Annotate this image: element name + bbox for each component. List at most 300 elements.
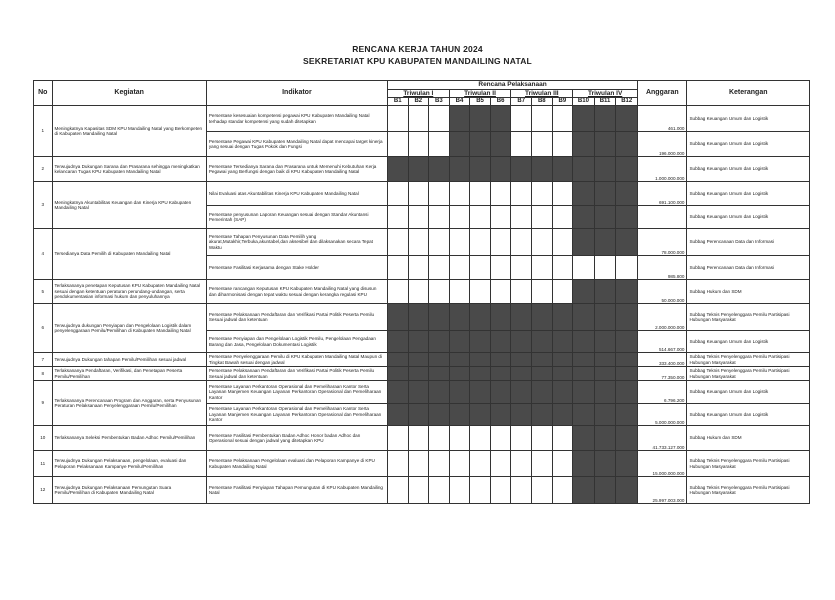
schedule-cell-active [616,451,638,477]
keterangan-cell: Subbag Keuangan Umum dan Logistik [687,331,810,353]
row-number: 10 [34,426,53,451]
row-number: 1 [34,106,53,157]
header-rencana: Rencana Pelaksanaan [387,81,637,90]
schedule-cell-empty [470,229,491,256]
schedule-cell-active [449,353,470,367]
schedule-cell-active [573,182,595,206]
row-number: 8 [34,367,53,381]
schedule-cell-active [531,331,552,353]
schedule-cell-empty [552,451,573,477]
schedule-cell-empty [387,132,408,157]
schedule-cell-active [490,404,511,426]
schedule-cell-active [616,106,638,132]
schedule-cell-active [531,353,552,367]
schedule-cell-active [616,132,638,157]
schedule-cell-active [616,182,638,206]
table-row [34,229,810,256]
schedule-cell-active [616,229,638,256]
row-number: 4 [34,229,53,280]
row-number: 2 [34,157,53,182]
schedule-cell-active [429,331,450,353]
schedule-cell-empty [531,106,552,132]
table-row [34,106,810,132]
schedule-cell-active [531,367,552,381]
schedule-cell-active [429,353,450,367]
row-number: 5 [34,280,53,304]
row-number: 6 [34,304,53,353]
schedule-cell-active [616,331,638,353]
schedule-cell-active [429,404,450,426]
schedule-cell-empty [511,256,532,280]
indikator-cell: Persentase Layanan Perkantoran Operasional dan Pemeliharaan Kantor Serta Layanan Manjemen Keuangan Layanan Perkantoran Operasional dan Pemeliharaan Kantor [206,381,387,404]
schedule-cell-active [594,451,616,477]
header-triwulan-3: Triwulan III [511,90,573,98]
schedule-cell-active [573,451,595,477]
schedule-cell-empty [531,206,552,229]
schedule-cell-empty [594,256,616,280]
schedule-cell-active [490,353,511,367]
indikator-cell: Persentase Fasilitasi Pembentukan Badan Adhoc Honor badan Adhoc dan Operasional sesuai dengan jadwal yang ditetapkan KPU [206,426,387,451]
schedule-cell-empty [490,477,511,504]
schedule-cell-active [449,106,470,132]
kegiatan-cell: Meningkatnya Kapasitas SDM KPU Mandailing Natal yang Berkompeten di Kabupaten Mandailing Natal [52,106,206,157]
anggaran-cell: 6.796.200 [638,381,687,404]
schedule-cell-active [511,304,532,331]
schedule-cell-active [490,157,511,182]
schedule-cell-active [449,157,470,182]
schedule-cell-active [449,404,470,426]
indikator-cell: Persentase Pelaksanaan Pendaftaran dan Verifikasi Partai Politik Peserta Pemilu Sesuai jadwal dan ketentuan [206,304,387,331]
table-row [34,451,810,477]
schedule-cell-active [552,367,573,381]
schedule-cell-active [449,132,470,157]
header-month: B12 [616,98,638,106]
schedule-cell-active [552,157,573,182]
row-number: 3 [34,182,53,229]
schedule-cell-active [616,353,638,367]
indikator-cell: Persentase Pelaksanaan Pendaftaran dan Verifikasi Partai Politik Peserta Pemilu Sesuai jadwal dan ketentuan [206,367,387,381]
schedule-cell-active [470,106,491,132]
kegiatan-cell: Meningkatnya Akuntabilitas Keuangan dan Kinerja KPU Kabupaten Mandailing Natal [52,182,206,229]
schedule-cell-empty [511,280,532,304]
schedule-cell-active [511,367,532,381]
schedule-cell-empty [573,256,595,280]
keterangan-cell: Subbag Hukum dan SDM [687,280,810,304]
anggaran-cell: 196.000.000 [638,132,687,157]
schedule-cell-active [616,157,638,182]
schedule-cell-active [490,106,511,132]
schedule-cell-active [429,367,450,381]
schedule-cell-empty [429,477,450,504]
work-plan-table [33,80,810,504]
kegiatan-cell: Terwujudnya Dukungan Sarana dan Prasarana sehingga meningkatkan kelancaran Tugas KPU Kabupaten Mandailing Natal [52,157,206,182]
schedule-cell-empty [552,182,573,206]
table-row [34,381,810,404]
schedule-cell-empty [429,206,450,229]
indikator-cell: Persentase Layanan Perkantoran Operasional dan Pemeliharaan Kantor Serta Layanan Manjemen Keuangan Layanan Perkantoran Operasional dan Pemeliharaan Kantor [206,404,387,426]
keterangan-cell: Subbag Teknis Penyelenggara Pemilu Partisipasi Hubungan Masyarakat [687,451,810,477]
schedule-cell-empty [387,106,408,132]
keterangan-cell: Subbag Keuangan Umum dan Logistik [687,206,810,229]
keterangan-cell: Subbag Teknis Penyelenggara Pemilu Partisipasi Hubungan Masyarakat [687,353,810,367]
keterangan-cell: Subbag Keuangan Umum dan Logistik [687,157,810,182]
schedule-cell-active [470,157,491,182]
schedule-cell-empty [387,451,408,477]
schedule-cell-empty [449,451,470,477]
schedule-cell-active [616,206,638,229]
schedule-cell-empty [449,229,470,256]
schedule-cell-active [594,182,616,206]
schedule-cell-active [429,157,450,182]
schedule-cell-active [552,381,573,404]
table-row [34,182,810,206]
anggaran-cell: 77.350.000 [638,367,687,381]
schedule-cell-empty [408,280,429,304]
anggaran-cell: 461.000 [638,106,687,132]
schedule-cell-empty [552,426,573,451]
keterangan-cell: Subbag Keuangan Umum dan Logistik [687,106,810,132]
schedule-cell-active [573,229,595,256]
schedule-cell-empty [552,206,573,229]
schedule-cell-active [429,304,450,331]
schedule-cell-active [449,381,470,404]
schedule-cell-empty [552,132,573,157]
header-month: B5 [470,98,491,106]
schedule-cell-active [573,304,595,331]
schedule-cell-empty [511,132,532,157]
schedule-cell-empty [470,206,491,229]
schedule-cell-empty [408,426,429,451]
indikator-cell: Persentase Pegawai KPU Kabupaten Mandailing Natal dapat mencapai target kinerja yang sesuai dengan Tugas Pokok dan Fungsi [206,132,387,157]
schedule-cell-active [594,157,616,182]
anggaran-cell: 25.997.003.000 [638,477,687,504]
schedule-cell-empty [408,256,429,280]
anggaran-cell: 41.733.127.000 [638,426,687,451]
schedule-cell-active [408,331,429,353]
schedule-cell-empty [408,477,429,504]
schedule-cell-active [387,353,408,367]
header-month: B1 [387,98,408,106]
schedule-cell-active [387,404,408,426]
anggaran-cell: 50.000.000 [638,280,687,304]
schedule-cell-active [552,331,573,353]
table-row [34,304,810,331]
schedule-cell-active [511,331,532,353]
schedule-cell-empty [490,206,511,229]
schedule-cell-empty [429,132,450,157]
schedule-cell-empty [470,182,491,206]
schedule-cell-empty [511,206,532,229]
schedule-cell-active [408,404,429,426]
schedule-cell-empty [470,477,491,504]
schedule-cell-empty [511,426,532,451]
schedule-cell-empty [429,426,450,451]
schedule-cell-empty [470,451,491,477]
schedule-cell-empty [511,229,532,256]
header-month: B6 [490,98,511,106]
schedule-cell-active [573,367,595,381]
header-triwulan-2: Triwulan II [449,90,511,98]
schedule-cell-empty [490,256,511,280]
schedule-cell-active [531,381,552,404]
schedule-cell-active [387,367,408,381]
schedule-cell-active [449,304,470,331]
schedule-cell-active [531,404,552,426]
schedule-cell-active [594,206,616,229]
schedule-cell-empty [490,229,511,256]
schedule-cell-empty [531,451,552,477]
anggaran-cell: 985.800 [638,256,687,280]
schedule-cell-active [490,331,511,353]
schedule-cell-active [616,381,638,404]
keterangan-cell: Subbag Keuangan Umum dan Logistik [687,132,810,157]
schedule-cell-active [429,381,450,404]
schedule-cell-active [573,280,595,304]
schedule-cell-active [408,381,429,404]
schedule-cell-empty [429,256,450,280]
schedule-cell-empty [511,477,532,504]
anggaran-cell: 78.000.000 [638,229,687,256]
indikator-cell: Persentase Tahapan Penyusunan Data Pemilih yang akurat,Mutakhir,Terbuka,akuntabel,dan aksesibel dan dilaksanakan secara Tepat Waktu [206,229,387,256]
anggaran-cell [638,206,687,229]
schedule-cell-active [490,304,511,331]
anggaran-cell: 5.000.000.000 [638,404,687,426]
schedule-cell-active [594,353,616,367]
schedule-cell-active [594,106,616,132]
schedule-cell-active [490,367,511,381]
schedule-cell-active [594,304,616,331]
schedule-cell-empty [387,256,408,280]
schedule-cell-empty [490,280,511,304]
schedule-cell-empty [449,206,470,229]
schedule-cell-empty [470,280,491,304]
schedule-cell-active [573,353,595,367]
schedule-cell-active [387,331,408,353]
keterangan-cell: Subbag Teknis Penyelenggara Pemilu Partisipasi Hubungan Masyarakat [687,304,810,331]
header-month: B11 [594,98,616,106]
schedule-cell-empty [552,477,573,504]
schedule-cell-active [573,206,595,229]
schedule-cell-empty [429,229,450,256]
schedule-cell-empty [511,182,532,206]
schedule-cell-active [531,304,552,331]
header-month: B3 [429,98,450,106]
schedule-cell-active [573,106,595,132]
schedule-cell-empty [387,229,408,256]
header-keterangan: Keterangan [687,81,810,106]
indikator-cell: Persentase Pelaksanaan Pengelolaan evaluasi dan Pelaporan Kampanye di KPU Kabupaten Mandailing Natal [206,451,387,477]
header-month: B10 [573,98,595,106]
schedule-cell-empty [387,477,408,504]
keterangan-cell: Subbag Hukum dan SDM [687,426,810,451]
schedule-cell-empty [449,426,470,451]
schedule-cell-empty [387,426,408,451]
row-number: 12 [34,477,53,504]
header-month: B9 [552,98,573,106]
schedule-cell-active [490,381,511,404]
schedule-cell-active [511,381,532,404]
schedule-cell-active [511,404,532,426]
header-no: No [34,81,53,106]
kegiatan-cell: Terwujudnya Dukungan tahapan Pemilu/Pemilihan sesuai jadwal [52,353,206,367]
schedule-cell-empty [552,106,573,132]
schedule-cell-active [470,381,491,404]
schedule-cell-empty [616,256,638,280]
schedule-cell-active [490,132,511,157]
schedule-cell-active [573,426,595,451]
schedule-cell-active [408,304,429,331]
schedule-cell-empty [511,451,532,477]
schedule-cell-active [594,132,616,157]
schedule-cell-empty [552,229,573,256]
anggaran-cell: 2.000.000.000 [638,304,687,331]
indikator-cell: Persentase Tersedianya Sarana dan Prasarana untuk Memenuhi Kebutuhan Kerja Pegawai yang Berfungsi dengan baik di KPU Kabupaten Mandailing Natal [206,157,387,182]
schedule-cell-active [594,367,616,381]
kegiatan-cell: Terwujudnya dukungan Penyiapan dan Pengelolaan Logistik dalam penyelenggaraan Pemilu/Pemilihan di Kabupaten Mandailing Natal [52,304,206,353]
schedule-cell-empty [531,477,552,504]
schedule-cell-empty [408,229,429,256]
schedule-cell-empty [387,182,408,206]
schedule-cell-active [449,331,470,353]
schedule-cell-empty [531,256,552,280]
schedule-cell-active [616,477,638,504]
schedule-cell-active [594,229,616,256]
schedule-cell-active [616,404,638,426]
schedule-cell-empty [387,206,408,229]
schedule-cell-empty [531,132,552,157]
schedule-cell-empty [470,256,491,280]
schedule-cell-active [470,367,491,381]
schedule-cell-active [594,426,616,451]
table-row [34,157,810,182]
schedule-cell-empty [552,280,573,304]
header-month: B2 [408,98,429,106]
schedule-cell-empty [511,106,532,132]
kegiatan-cell: Terlaksananya penetapan Keputusan KPU Kabupaten Mandailing Natal sesuai dengan ketentuan peraturan perundang-undangan, serta pendokumentasian informasi hukum dan penyuluhannya [52,280,206,304]
schedule-cell-active [616,367,638,381]
header-kegiatan: Kegiatan [52,81,206,106]
schedule-cell-empty [408,132,429,157]
schedule-cell-active [470,331,491,353]
kegiatan-cell: Terlaksananya Seleksi Pembentukan Badan Adhoc Pemilu/Pemilihan [52,426,206,451]
schedule-cell-empty [449,256,470,280]
schedule-cell-active [470,353,491,367]
schedule-cell-active [594,331,616,353]
schedule-cell-active [470,404,491,426]
schedule-cell-empty [531,182,552,206]
schedule-cell-empty [387,280,408,304]
indikator-cell: Persentase Penyiapan dan Pengelolaan Logistik Pemilu, Pengelolaan Pengadaan Barang dan Jasa, Pengelolaan Dokumentasi Logistik [206,331,387,353]
schedule-cell-active [573,381,595,404]
header-indikator: Indikator [206,81,387,106]
header-month: B4 [449,98,470,106]
keterangan-cell: Subbag Keuangan Umum dan Logistik [687,381,810,404]
schedule-cell-empty [408,182,429,206]
schedule-cell-active [594,404,616,426]
header-month: B7 [511,98,532,106]
table-row [34,367,810,381]
schedule-cell-empty [408,451,429,477]
kegiatan-cell: Terwujudnya Dukungan Pelaksanaan Pemungutan Suara Pemilu/Pemilihan di Kabupaten Mandailing Natal [52,477,206,504]
keterangan-cell: Subbag Teknis Penyelenggara Pemilu Partisipasi Hubungan Masyarakat [687,367,810,381]
schedule-cell-active [573,157,595,182]
schedule-cell-empty [408,206,429,229]
keterangan-cell: Subbag Perencanaan Data dan Informasi [687,256,810,280]
schedule-cell-active [573,404,595,426]
schedule-cell-active [616,304,638,331]
indikator-cell: Nilai Evaluasi atas Akuntabilitas Kinerja KPU Kabupaten Mandailing Natal [206,182,387,206]
anggaran-cell: 333.400.000 [638,353,687,367]
anggaran-cell: 1.000.000.000 [638,157,687,182]
schedule-cell-empty [490,426,511,451]
header-triwulan-4: Triwulan IV [573,90,638,98]
schedule-cell-active [552,353,573,367]
schedule-cell-active [408,367,429,381]
indikator-cell: Persentase penyusunan Laporan Keuangan sesuai dengan Standar Akuntansi Pemerintah (SAP) [206,206,387,229]
header-anggaran: Anggaran [638,81,687,106]
keterangan-cell: Subbag Keuangan Umum dan Logistik [687,404,810,426]
schedule-cell-active [573,331,595,353]
kegiatan-cell: Terlaksananya Pendaftaran, Verifikasi, dan Penetapan Peserta Pemilu/Pemilihan [52,367,206,381]
schedule-cell-empty [470,426,491,451]
indikator-cell: Persentase Fasilitasi Penyiapan Tahapan Pemungutan di KPU Kabupaten Mandailing Natal [206,477,387,504]
schedule-cell-active [511,353,532,367]
schedule-cell-active [387,381,408,404]
schedule-cell-active [573,477,595,504]
schedule-cell-empty [531,280,552,304]
row-number: 9 [34,381,53,426]
schedule-cell-active [449,367,470,381]
schedule-cell-active [616,426,638,451]
schedule-cell-empty [429,106,450,132]
anggaran-cell: 15.000.000.000 [638,451,687,477]
schedule-cell-empty [449,280,470,304]
keterangan-cell: Subbag Perencanaan Data dan Informasi [687,229,810,256]
schedule-cell-active [531,157,552,182]
schedule-cell-active [594,381,616,404]
schedule-cell-empty [531,426,552,451]
schedule-cell-active [408,353,429,367]
schedule-cell-empty [490,182,511,206]
keterangan-cell: Subbag Keuangan Umum dan Logistik [687,182,810,206]
document-subtitle: SEKRETARIAT KPU KABUPATEN MANDAILING NATAL [303,56,532,66]
kegiatan-cell: Terwujudnya Dukungan Pelaksanaan, pengelolaan, evaluasi dan Pelaporan Pelaksanaan Kampanye Pemilu/Pemilihan [52,451,206,477]
schedule-cell-empty [531,229,552,256]
schedule-cell-active [470,304,491,331]
schedule-cell-active [470,132,491,157]
header-triwulan-1: Triwulan I [387,90,449,98]
table-row [34,353,810,367]
schedule-cell-active [387,304,408,331]
anggaran-cell: 691.100.000 [638,182,687,206]
table-row [34,477,810,504]
schedule-cell-empty [429,451,450,477]
schedule-cell-active [511,157,532,182]
document-title: RENCANA KERJA TAHUN 2024 [352,44,483,54]
header-month: B8 [531,98,552,106]
schedule-cell-empty [449,477,470,504]
table-row [34,426,810,451]
indikator-cell: Persentase rancangan Keputusan KPU Kabupaten Mandailing Natal yang disusun dan diharmonisasi dengan tepat waktu sesuai dengan kerangka regulasi KPU [206,280,387,304]
schedule-cell-active [573,132,595,157]
schedule-cell-active [594,280,616,304]
indikator-cell: Persentase Penyelenggaraan Pemilu di KPU Kabupaten Mandailing Natal Maupun di Tingkat Bawah sesuai dengan jadwal [206,353,387,367]
table-row [34,280,810,304]
schedule-cell-empty [449,182,470,206]
schedule-cell-empty [429,280,450,304]
schedule-cell-empty [408,106,429,132]
table-body [34,106,810,504]
